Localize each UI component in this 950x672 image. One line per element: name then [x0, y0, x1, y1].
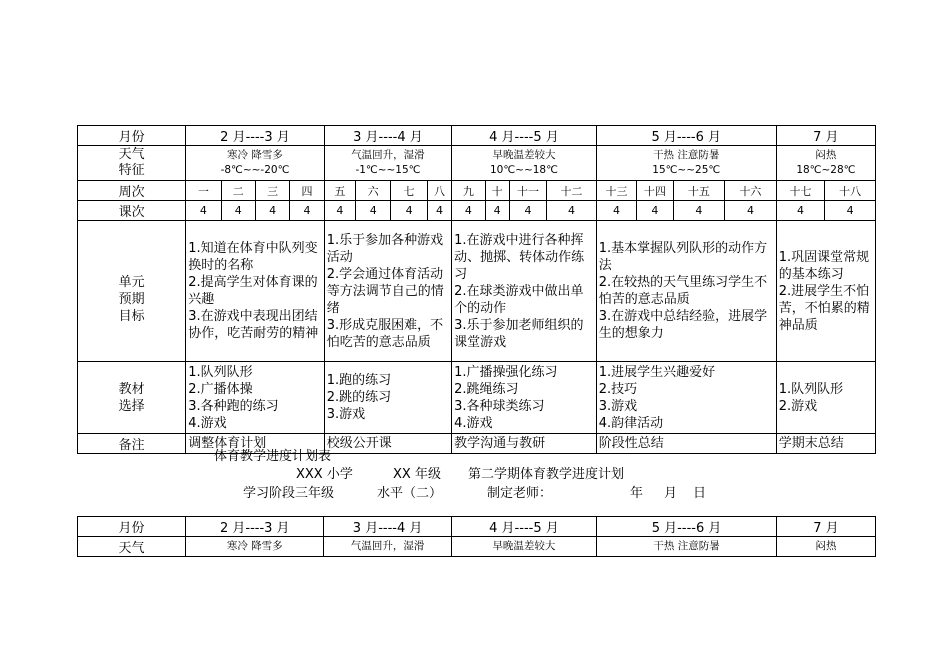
weather-row	[78, 146, 876, 181]
weather-cell: 寒冷 降雪多 -8℃~~-20℃	[186, 146, 325, 181]
lessons-cell: 4	[776, 201, 825, 221]
lessons-cell: 4	[290, 201, 324, 221]
lessons-cell: 4	[485, 201, 509, 221]
month-label-date: 月	[664, 486, 678, 501]
lessons-cell: 4	[356, 201, 391, 221]
weather-row	[78, 537, 876, 557]
week-cell: 一	[186, 181, 221, 201]
materials-label: 教材 选择	[78, 362, 186, 434]
week-label: 周次	[78, 181, 186, 201]
remarks-row	[78, 434, 876, 454]
goals-cell: 1.乐于参加各种游戏活动 2.学会通过体育活动等方法调节自己的情绪 3.形成克服困难，不怕吃苦的意志品质	[324, 221, 451, 362]
month-row	[78, 126, 876, 146]
goals-label: 单元 预期 目标	[78, 221, 186, 362]
weather-cell: 气温回升，湿滑 -1℃~~15℃	[324, 146, 451, 181]
remarks-cell: 学期末总结	[776, 434, 875, 454]
month-label: 月份	[78, 126, 186, 146]
month-cell: 2 月----3 月	[186, 517, 324, 537]
week-cell: 十八	[825, 181, 876, 201]
month-cell: 4 月----5 月	[451, 517, 596, 537]
week-cell: 十五	[673, 181, 725, 201]
grade-name: XX 年级	[393, 467, 441, 482]
weather-cell: 早晚温差较大 10℃~~18℃	[452, 146, 597, 181]
weather-cell: 早晚温差较大	[451, 537, 596, 557]
lessons-cell: 4	[427, 201, 451, 221]
week-cell: 十二	[547, 181, 597, 201]
month-cell: 3 月----4 月	[324, 517, 451, 537]
lessons-cell: 4	[221, 201, 255, 221]
weather-cell: 闷热	[776, 537, 875, 557]
goals-cell: 1.巩固课堂常规的基本练习 2.进展学生不怕苦，不怕累的精神品质	[776, 221, 875, 362]
study-stage: 学习阶段三年级	[243, 486, 335, 501]
goals-cell: 1.基本掌握队列队形的动作方法 2.在较热的天气里练习学生不怕苦的意志品质 3.在游戏中总结经验，进展学生的想象力	[596, 221, 776, 362]
month-cell: 3 月----4 月	[324, 126, 451, 146]
weather-label: 天气 特征	[78, 146, 186, 181]
materials-cell: 1.跑的练习 2.跳的练习 3.游戏	[324, 362, 451, 434]
weather-cell: 干热 注意防暑 15℃~~25℃	[596, 146, 776, 181]
week-cell: 十六	[725, 181, 777, 201]
lessons-cell: 4	[452, 201, 485, 221]
goals-row	[78, 221, 876, 362]
month-label: 月份	[78, 517, 186, 537]
lessons-cell: 4	[637, 201, 673, 221]
week-cell: 五	[324, 181, 355, 201]
materials-cell: 1.队列队形 2.游戏	[776, 362, 875, 434]
lessons-label: 课次	[78, 201, 186, 221]
plan-name: 第二学期体育教学进度计划	[468, 467, 625, 482]
week-cell: 九	[452, 181, 485, 201]
week-cell: 二	[221, 181, 255, 201]
progress-table	[77, 125, 876, 454]
week-cell: 十七	[776, 181, 825, 201]
month-row	[78, 517, 876, 537]
document-title: 体育教学进度计划表	[214, 449, 332, 464]
lessons-cell: 4	[391, 201, 427, 221]
lessons-cell: 4	[186, 201, 221, 221]
lessons-cell: 4	[825, 201, 876, 221]
weather-cell: 干热 注意防暑	[597, 537, 777, 557]
week-cell: 八	[427, 181, 451, 201]
school-name: XXX 小学	[296, 467, 353, 482]
lessons-cell: 4	[255, 201, 289, 221]
month-cell: 7 月	[776, 126, 875, 146]
lessons-cell: 4	[509, 201, 546, 221]
week-cell: 十三	[596, 181, 636, 201]
level: 水平（二）	[377, 486, 443, 501]
remarks-cell: 调整体育计划	[186, 434, 325, 454]
month-cell: 7 月	[776, 517, 875, 537]
materials-cell: 1.队列队形 2.广播体操 3.各种跑的练习 4.游戏	[186, 362, 325, 434]
teacher-label: 制定老师：	[487, 486, 553, 501]
remarks-label: 备注	[78, 434, 186, 454]
remarks-cell: 阶段性总结	[596, 434, 776, 454]
year-label: 年	[630, 486, 644, 501]
weather-cell: 气温回升，湿滑	[324, 537, 451, 557]
month-cell: 2 月----3 月	[186, 126, 325, 146]
month-cell: 5 月----6 月	[597, 517, 777, 537]
week-cell: 四	[290, 181, 324, 201]
materials-row	[78, 362, 876, 434]
week-cell: 十	[485, 181, 509, 201]
lessons-cell: 4	[673, 201, 725, 221]
lessons-cell: 4	[324, 201, 355, 221]
day-label: 日	[693, 486, 707, 501]
month-cell: 5 月----6 月	[596, 126, 776, 146]
lessons-cell: 4	[547, 201, 597, 221]
lessons-cell: 4	[725, 201, 777, 221]
week-cell: 七	[391, 181, 427, 201]
week-cell: 十一	[509, 181, 546, 201]
lessons-cell: 4	[596, 201, 636, 221]
weather-label: 天气	[78, 537, 186, 557]
week-cell: 三	[255, 181, 289, 201]
weather-cell: 闷热 18℃~28℃	[776, 146, 875, 181]
weather-cell: 寒冷 降雪多	[186, 537, 324, 557]
remarks-cell: 教学沟通与教研	[452, 434, 597, 454]
lessons-row	[78, 201, 876, 221]
month-cell: 4 月----5 月	[452, 126, 597, 146]
week-cell: 十四	[637, 181, 673, 201]
week-row	[78, 181, 876, 201]
progress-table-2	[77, 516, 876, 557]
goals-cell: 1.在游戏中进行各种挥动、抛掷、转体动作练习 2.在球类游戏中做出单个的动作 3.乐于参加老师组织的课堂游戏	[452, 221, 597, 362]
materials-cell: 1.进展学生兴趣爱好 2.技巧 3.游戏 4.韵律活动	[596, 362, 776, 434]
goals-cell: 1.知道在体育中队列变换时的名称 2.提高学生对体育课的兴趣 3.在游戏中表现出团结协作，吃苦耐劳的精神	[186, 221, 325, 362]
week-cell: 六	[356, 181, 391, 201]
materials-cell: 1.广播操强化练习 2.跳绳练习 3.各种球类练习 4.游戏	[452, 362, 597, 434]
remarks-cell: 校级公开课	[324, 434, 451, 454]
